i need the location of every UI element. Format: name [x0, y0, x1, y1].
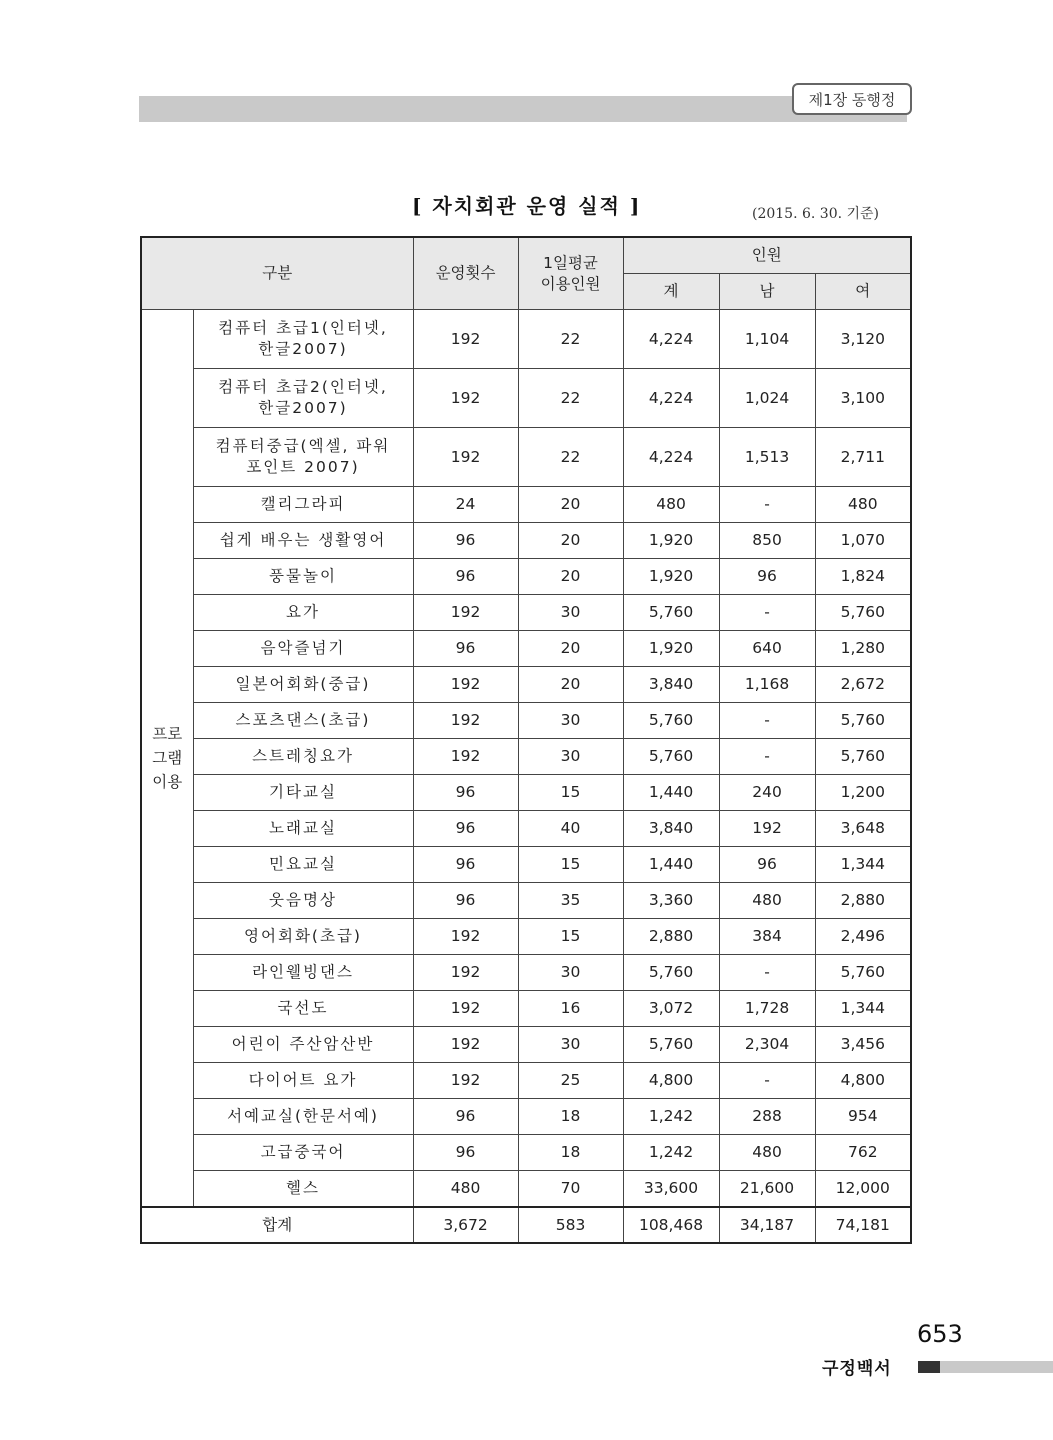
male-cell: 1,104 — [719, 310, 815, 369]
table-row — [141, 919, 911, 955]
sessions-cell: 192 — [413, 595, 518, 631]
male-cell: 1,168 — [719, 667, 815, 703]
total-cell: 1,920 — [623, 631, 719, 667]
daily-avg-cell: 22 — [518, 428, 623, 487]
male-cell: 480 — [719, 883, 815, 919]
male-cell: 384 — [719, 919, 815, 955]
header-female: 여 — [815, 274, 911, 310]
total-cell: 1,242 — [623, 1135, 719, 1171]
date-note: (2015. 6. 30. 기준) — [752, 206, 880, 222]
female-cell: 5,760 — [815, 703, 911, 739]
male-cell: - — [719, 955, 815, 991]
male-cell: 96 — [719, 847, 815, 883]
total-cell: 5,760 — [623, 703, 719, 739]
page-number: 653 — [917, 1320, 963, 1348]
total-cell: 1,920 — [623, 559, 719, 595]
program-name: 서예교실(한문서예) — [193, 1099, 413, 1135]
program-name: 스트레칭요가 — [193, 739, 413, 775]
program-name: 음악즐넘기 — [193, 631, 413, 667]
program-name: 웃음명상 — [193, 883, 413, 919]
total-cell: 4,224 — [623, 428, 719, 487]
program-name: 요가 — [193, 595, 413, 631]
sessions-cell: 192 — [413, 428, 518, 487]
total-female-cell: 74,181 — [815, 1207, 911, 1243]
table-row — [141, 428, 911, 487]
sessions-cell: 96 — [413, 883, 518, 919]
sessions-cell: 192 — [413, 955, 518, 991]
table-row — [141, 369, 911, 428]
female-cell: 3,648 — [815, 811, 911, 847]
female-cell: 5,760 — [815, 595, 911, 631]
male-cell: 2,304 — [719, 1027, 815, 1063]
total-cell: 5,760 — [623, 739, 719, 775]
total-cell: 1,920 — [623, 523, 719, 559]
chapter-tab: 제1장 동행정 — [792, 83, 912, 115]
total-cell: 5,760 — [623, 955, 719, 991]
sessions-cell: 96 — [413, 631, 518, 667]
female-cell: 5,760 — [815, 955, 911, 991]
sessions-cell: 96 — [413, 775, 518, 811]
daily-avg-cell: 22 — [518, 369, 623, 428]
daily-avg-cell: 30 — [518, 1027, 623, 1063]
daily-avg-cell: 20 — [518, 487, 623, 523]
footer-bar-dark — [918, 1361, 940, 1373]
female-cell: 762 — [815, 1135, 911, 1171]
table-row — [141, 523, 911, 559]
table-row — [141, 1135, 911, 1171]
total-cell: 5,760 — [623, 1027, 719, 1063]
sessions-cell: 96 — [413, 559, 518, 595]
total-total-cell: 108,468 — [623, 1207, 719, 1243]
male-cell: 240 — [719, 775, 815, 811]
total-cell: 480 — [623, 487, 719, 523]
header-total: 계 — [623, 274, 719, 310]
male-cell: 1,728 — [719, 991, 815, 1027]
male-cell: 96 — [719, 559, 815, 595]
group-label: 프로 그램 이용 — [141, 310, 193, 1208]
male-cell: 192 — [719, 811, 815, 847]
sessions-cell: 192 — [413, 1063, 518, 1099]
sessions-cell: 24 — [413, 487, 518, 523]
total-cell: 3,072 — [623, 991, 719, 1027]
sessions-cell: 192 — [413, 991, 518, 1027]
total-cell: 1,440 — [623, 775, 719, 811]
sessions-cell: 192 — [413, 919, 518, 955]
program-name: 헬스 — [193, 1171, 413, 1208]
male-cell: - — [719, 703, 815, 739]
table-row — [141, 703, 911, 739]
table-row — [141, 1063, 911, 1099]
table-row — [141, 739, 911, 775]
daily-avg-cell: 15 — [518, 775, 623, 811]
female-cell: 1,200 — [815, 775, 911, 811]
total-cell: 3,360 — [623, 883, 719, 919]
daily-avg-cell: 30 — [518, 703, 623, 739]
male-cell: - — [719, 595, 815, 631]
table-row — [141, 991, 911, 1027]
sessions-cell: 192 — [413, 369, 518, 428]
male-cell: - — [719, 1063, 815, 1099]
table-row — [141, 595, 911, 631]
daily-avg-cell: 30 — [518, 955, 623, 991]
table-row — [141, 955, 911, 991]
program-name: 풍물놀이 — [193, 559, 413, 595]
female-cell: 1,280 — [815, 631, 911, 667]
table-row — [141, 559, 911, 595]
sessions-cell: 480 — [413, 1171, 518, 1208]
sessions-cell: 96 — [413, 523, 518, 559]
daily-avg-cell: 40 — [518, 811, 623, 847]
daily-avg-cell: 18 — [518, 1099, 623, 1135]
total-cell: 4,224 — [623, 369, 719, 428]
total-sessions-cell: 3,672 — [413, 1207, 518, 1243]
table-row — [141, 631, 911, 667]
male-cell: 288 — [719, 1099, 815, 1135]
book-name: 구정백서 — [822, 1359, 892, 1379]
total-cell: 5,760 — [623, 595, 719, 631]
male-cell: 1,024 — [719, 369, 815, 428]
female-cell: 12,000 — [815, 1171, 911, 1208]
female-cell: 3,456 — [815, 1027, 911, 1063]
female-cell: 2,496 — [815, 919, 911, 955]
total-row — [141, 1207, 911, 1243]
sessions-cell: 96 — [413, 847, 518, 883]
sessions-cell: 192 — [413, 739, 518, 775]
table-row — [141, 775, 911, 811]
female-cell: 480 — [815, 487, 911, 523]
table-title: [ 자치회관 운영 실적 ] — [412, 194, 642, 218]
program-name: 스포츠댄스(초급) — [193, 703, 413, 739]
sessions-cell: 192 — [413, 703, 518, 739]
daily-avg-cell: 25 — [518, 1063, 623, 1099]
program-name: 영어회화(초급) — [193, 919, 413, 955]
daily-avg-cell: 16 — [518, 991, 623, 1027]
table-row — [141, 310, 911, 369]
daily-avg-cell: 30 — [518, 739, 623, 775]
sessions-cell: 96 — [413, 1099, 518, 1135]
table-row — [141, 487, 911, 523]
total-label: 합계 — [141, 1207, 413, 1243]
female-cell: 4,800 — [815, 1063, 911, 1099]
female-cell: 1,070 — [815, 523, 911, 559]
program-name: 컴퓨터중급(엑셀, 파워 포인트 2007) — [193, 428, 413, 487]
female-cell: 1,344 — [815, 991, 911, 1027]
daily-avg-cell: 15 — [518, 847, 623, 883]
program-name: 컴퓨터 초급2(인터넷, 한글2007) — [193, 369, 413, 428]
daily-avg-cell: 20 — [518, 631, 623, 667]
sessions-cell: 192 — [413, 667, 518, 703]
daily-avg-cell: 20 — [518, 559, 623, 595]
total-cell: 1,242 — [623, 1099, 719, 1135]
table-row — [141, 847, 911, 883]
daily-avg-cell: 15 — [518, 919, 623, 955]
daily-avg-cell: 35 — [518, 883, 623, 919]
total-cell: 33,600 — [623, 1171, 719, 1208]
total-cell: 2,880 — [623, 919, 719, 955]
total-cell: 4,800 — [623, 1063, 719, 1099]
male-cell: - — [719, 487, 815, 523]
program-name: 민요교실 — [193, 847, 413, 883]
program-name: 일본어회화(중급) — [193, 667, 413, 703]
male-cell: 1,513 — [719, 428, 815, 487]
table-row — [141, 811, 911, 847]
daily-avg-cell: 70 — [518, 1171, 623, 1208]
program-name: 캘리그라피 — [193, 487, 413, 523]
table-body — [141, 310, 911, 1244]
table-row — [141, 883, 911, 919]
program-name: 기타교실 — [193, 775, 413, 811]
sessions-cell: 192 — [413, 1027, 518, 1063]
male-cell: 640 — [719, 631, 815, 667]
program-name: 어린이 주산암산반 — [193, 1027, 413, 1063]
program-name: 라인웰빙댄스 — [193, 955, 413, 991]
male-cell: 21,600 — [719, 1171, 815, 1208]
header-daily-avg: 1일평균 이용인원 — [518, 237, 623, 310]
female-cell: 954 — [815, 1099, 911, 1135]
total-daily-cell: 583 — [518, 1207, 623, 1243]
daily-avg-cell: 20 — [518, 667, 623, 703]
daily-avg-cell: 30 — [518, 595, 623, 631]
sessions-cell: 192 — [413, 310, 518, 369]
daily-avg-cell: 22 — [518, 310, 623, 369]
male-cell: - — [719, 739, 815, 775]
table-row — [141, 1027, 911, 1063]
female-cell: 5,760 — [815, 739, 911, 775]
table-row — [141, 1171, 911, 1208]
program-name: 노래교실 — [193, 811, 413, 847]
sessions-cell: 96 — [413, 1135, 518, 1171]
female-cell: 1,344 — [815, 847, 911, 883]
total-cell: 3,840 — [623, 667, 719, 703]
footer-bar-light — [940, 1361, 1053, 1373]
male-cell: 480 — [719, 1135, 815, 1171]
male-cell: 850 — [719, 523, 815, 559]
total-cell: 4,224 — [623, 310, 719, 369]
total-male-cell: 34,187 — [719, 1207, 815, 1243]
female-cell: 2,672 — [815, 667, 911, 703]
table-row — [141, 667, 911, 703]
program-name: 국선도 — [193, 991, 413, 1027]
total-cell: 1,440 — [623, 847, 719, 883]
header-category: 구분 — [141, 237, 413, 310]
female-cell: 2,711 — [815, 428, 911, 487]
total-cell: 3,840 — [623, 811, 719, 847]
female-cell: 3,120 — [815, 310, 911, 369]
operations-table — [140, 236, 912, 1244]
header-sessions: 운영횟수 — [413, 237, 518, 310]
sessions-cell: 96 — [413, 811, 518, 847]
program-name: 다이어트 요가 — [193, 1063, 413, 1099]
header-male: 남 — [719, 274, 815, 310]
daily-avg-cell: 18 — [518, 1135, 623, 1171]
daily-avg-cell: 20 — [518, 523, 623, 559]
program-name: 쉽게 배우는 생활영어 — [193, 523, 413, 559]
header-people: 인원 — [623, 237, 911, 274]
program-name: 컴퓨터 초급1(인터넷, 한글2007) — [193, 310, 413, 369]
female-cell: 1,824 — [815, 559, 911, 595]
program-name: 고급중국어 — [193, 1135, 413, 1171]
female-cell: 2,880 — [815, 883, 911, 919]
table-row — [141, 1099, 911, 1135]
female-cell: 3,100 — [815, 369, 911, 428]
